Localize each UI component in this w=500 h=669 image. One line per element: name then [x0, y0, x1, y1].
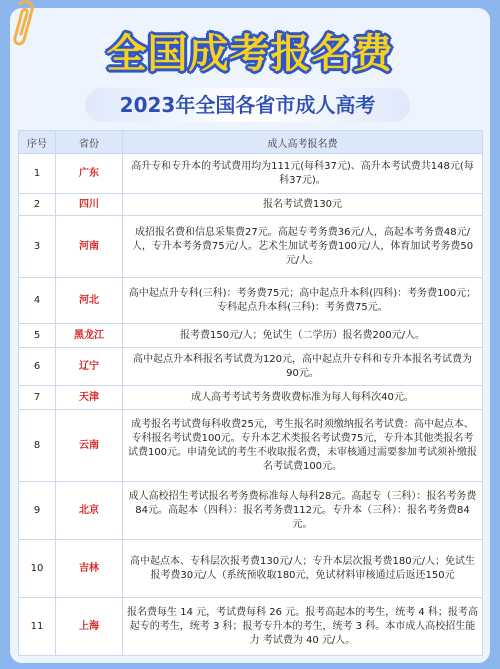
- table-row: [19, 324, 483, 348]
- row-fee: 高中起点本、专科层次报考费130元/人；专升本层次报考费180元/人；免试生报考费30元/人（系统预收取180元，免试材料审核通过后返还150元: [123, 540, 483, 598]
- table-row: [19, 278, 483, 324]
- row-province: 云南: [56, 410, 123, 482]
- row-fee: 高中起点升本科报名考试费为120元，高中起点升专科和专升本报名考试费为90元。: [123, 348, 483, 386]
- fee-table: [18, 130, 483, 656]
- row-province: 河北: [56, 278, 123, 324]
- row-no: 9: [19, 482, 56, 540]
- table-row: [19, 540, 483, 598]
- row-fee: 报名考试费130元: [123, 194, 483, 216]
- table-row: [19, 348, 483, 386]
- table-row: [19, 216, 483, 278]
- row-no: 1: [19, 154, 56, 194]
- subtitle-text: 2023年全国各省市成人高考: [119, 93, 376, 117]
- row-fee: 高中起点升专科(三科)：考务费75元；高中起点升本科(四科)：考务费100元；专科起点升本科(三科)：考务费75元。: [123, 278, 483, 324]
- row-no: 3: [19, 216, 56, 278]
- table-row: [19, 154, 483, 194]
- column-header-province: 省份: [56, 131, 123, 154]
- row-province: 四川: [56, 194, 123, 216]
- row-no: 10: [19, 540, 56, 598]
- table-row: [19, 386, 483, 410]
- row-fee: 报考费150元/人；免试生（二学历）报名费200元/人。: [123, 324, 483, 348]
- row-fee: 成招报名费和信息采集费27元。高起专考务费36元/人，高起本考务费48元/人，专升本考务费75元/人。艺术生加试考务费100元/人，体育加试考务费50元/人。: [123, 216, 483, 278]
- row-fee: 成考报名考试费每科收费25元，考生报名时须缴纳报名考试费：高中起点本、专科报名考试费100元。专升本艺术类报名考试费75元，专升本其他类报名考试费100元。申请免试的考生不收取报名费，未审核通过需要参加考试须补缴报名考试费100元。: [123, 410, 483, 482]
- table-header-row: [19, 131, 483, 154]
- subtitle-banner: [85, 88, 410, 122]
- row-fee: 成人高校招生考试报名考务费标准每人每科28元。高起专（三科）：报名考务费84元。高起本（四科）：报名考务费112元。专升本（三科）：报名考务费84元。: [123, 482, 483, 540]
- page-title: 全国成考报名费: [106, 31, 394, 77]
- row-province: 辽宁: [56, 348, 123, 386]
- table-row: [19, 410, 483, 482]
- row-no: 5: [19, 324, 56, 348]
- row-province: 天津: [56, 386, 123, 410]
- row-province: 河南: [56, 216, 123, 278]
- table-row: [19, 482, 483, 540]
- row-no: 4: [19, 278, 56, 324]
- row-no: 7: [19, 386, 56, 410]
- table-row: [19, 194, 483, 216]
- column-header-no: 序号: [19, 131, 56, 154]
- row-no: 2: [19, 194, 56, 216]
- row-province: 广东: [56, 154, 123, 194]
- table-row: [19, 598, 483, 656]
- row-province: 吉林: [56, 540, 123, 598]
- row-no: 6: [19, 348, 56, 386]
- row-province: 黑龙江: [56, 324, 123, 348]
- row-fee: 高升专和专升本的考试费用均为111元(每科37元)、高升本考试费共148元(每科37元)。: [123, 154, 483, 194]
- column-header-fee: 成人高考报名费: [123, 131, 483, 154]
- row-no: 8: [19, 410, 56, 482]
- row-fee: 报名费每生 14 元，考试费每科 26 元。报考高起本的考生，统考 4 科；报考高起专的考生，统考 3 科；报考专升本的考生，统考 3 科。本市成人高校招生能力 考试费为 40 元/人。: [123, 598, 483, 656]
- row-province: 北京: [56, 482, 123, 540]
- row-no: 11: [19, 598, 56, 656]
- row-fee: 成人高考考试考务费收费标准为每人每科次40元。: [123, 386, 483, 410]
- row-province: 上海: [56, 598, 123, 656]
